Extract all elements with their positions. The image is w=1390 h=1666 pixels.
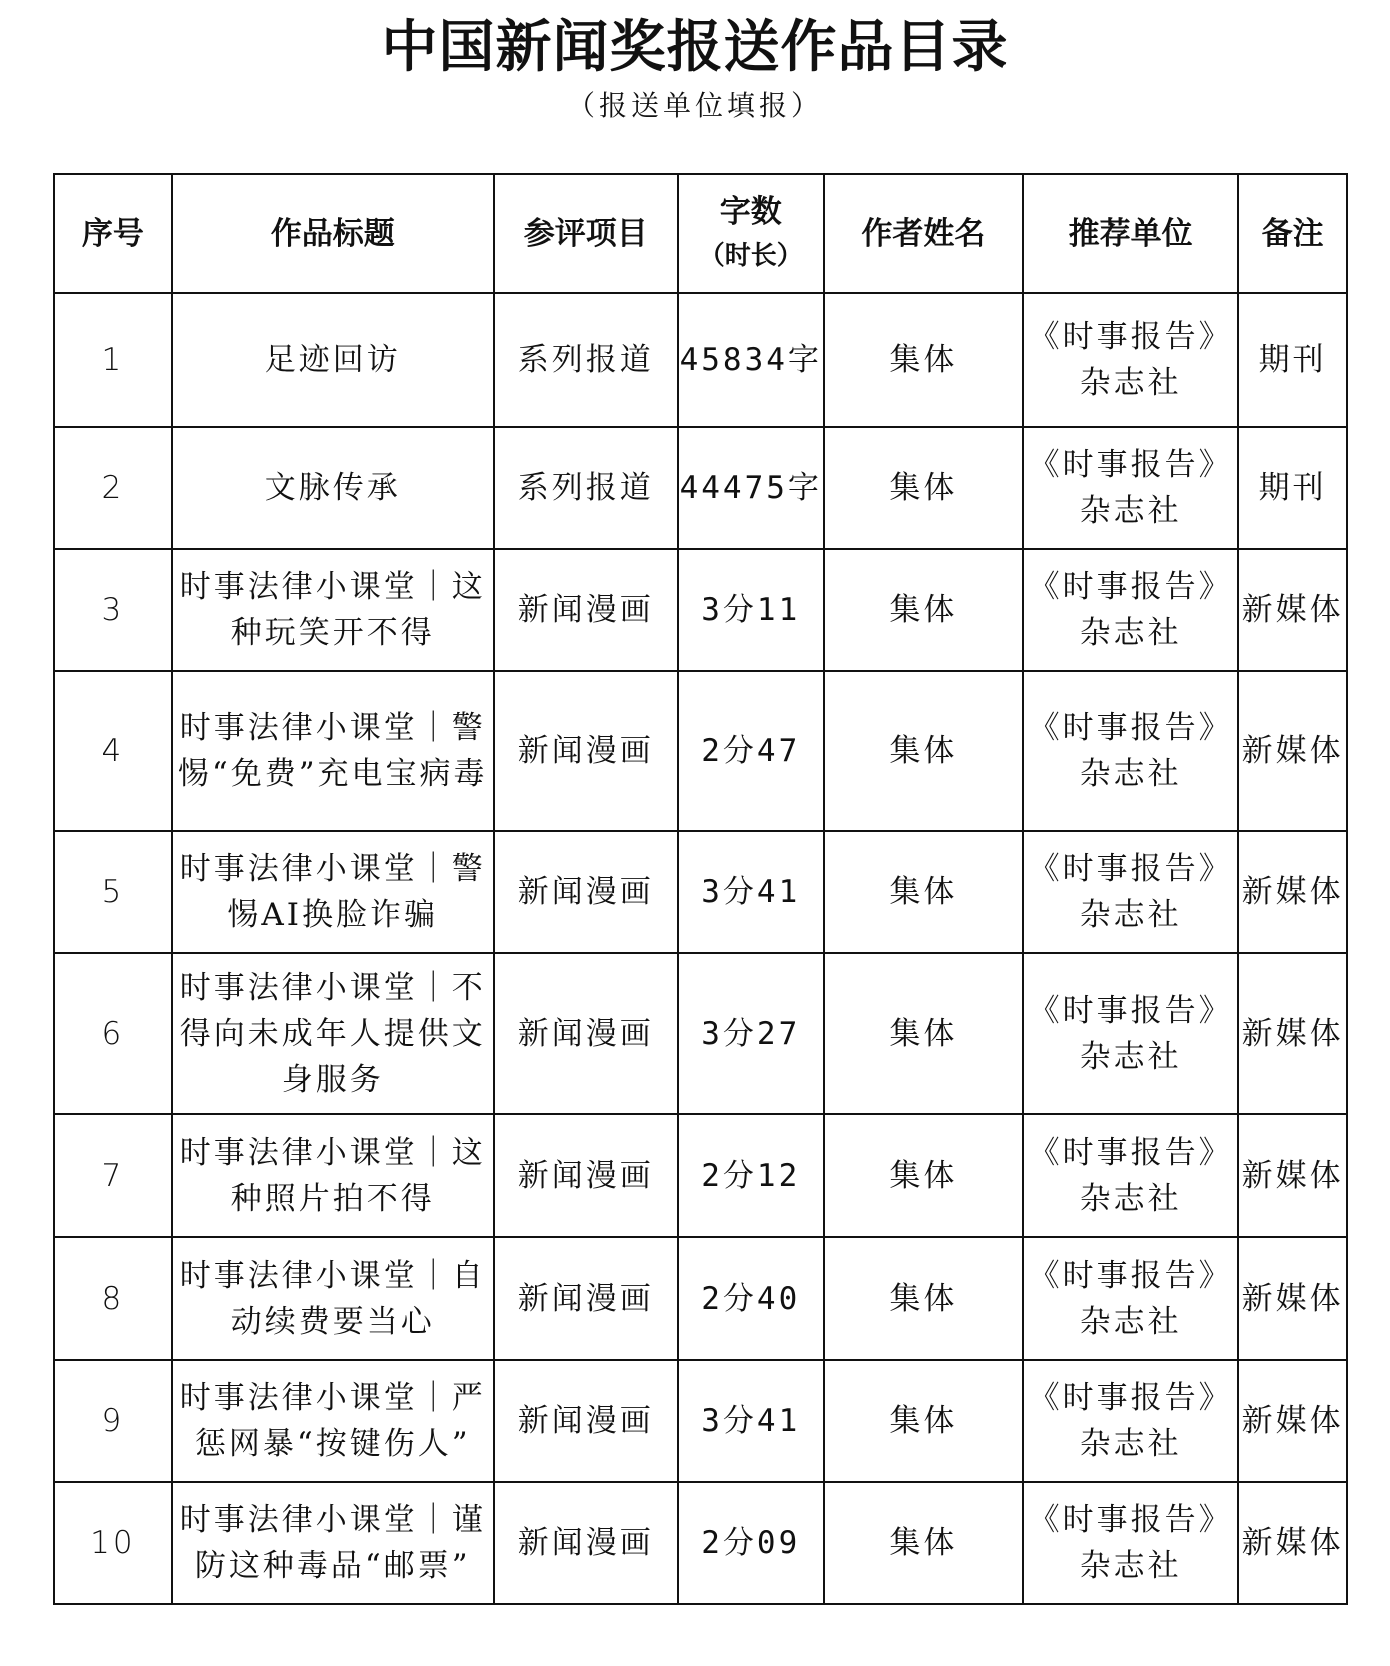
row-author: 集体 xyxy=(824,1237,1023,1360)
row-length: 44475字 xyxy=(678,427,824,549)
row-length: 3分41 xyxy=(678,831,824,953)
row-unit-line2: 杂志社 xyxy=(1079,1038,1182,1075)
row-unit-line1: 《时事报告》 xyxy=(1028,992,1233,1029)
row-author: 集体 xyxy=(824,427,1023,549)
row-title: 文脉传承 xyxy=(172,427,494,549)
table-body xyxy=(54,293,1347,1604)
row-unit-line1: 《时事报告》 xyxy=(1028,569,1233,605)
table-row xyxy=(54,1237,1347,1360)
row-unit-line2: 杂志社 xyxy=(1079,365,1182,401)
row-index: 10 xyxy=(54,1482,172,1604)
row-unit-line1: 《时事报告》 xyxy=(1028,1380,1233,1416)
row-unit-line1: 《时事报告》 xyxy=(1028,319,1233,355)
table-header-row xyxy=(54,174,1347,293)
row-title: 时事法律小课堂｜自动续费要当心 xyxy=(172,1237,494,1360)
row-note: 期刊 xyxy=(1238,427,1347,549)
row-title: 时事法律小课堂｜严惩网暴“按键伤人” xyxy=(172,1360,494,1482)
row-note: 期刊 xyxy=(1238,293,1347,427)
table-row xyxy=(54,1114,1347,1237)
table-row xyxy=(54,1360,1347,1482)
row-unit-line2: 杂志社 xyxy=(1079,1548,1182,1584)
row-index: 8 xyxy=(54,1237,172,1360)
table-row xyxy=(54,831,1347,953)
row-category: 新闻漫画 xyxy=(494,1482,678,1604)
row-title: 时事法律小课堂｜这种玩笑开不得 xyxy=(172,549,494,671)
row-note: 新媒体 xyxy=(1238,953,1347,1114)
row-note: 新媒体 xyxy=(1238,1237,1347,1360)
row-unit-line2: 杂志社 xyxy=(1079,1180,1182,1217)
row-unit xyxy=(1023,671,1238,831)
document-subtitle: （报送单位填报） xyxy=(566,89,823,122)
row-title: 足迹回访 xyxy=(172,293,494,427)
header-category: 参评项目 xyxy=(494,174,678,293)
row-length: 2分12 xyxy=(678,1114,824,1237)
row-note: 新媒体 xyxy=(1238,1360,1347,1482)
row-title: 时事法律小课堂｜警惕AI换脸诈骗 xyxy=(172,831,494,953)
submission-table xyxy=(53,173,1348,1605)
row-category: 新闻漫画 xyxy=(494,1360,678,1482)
table-row xyxy=(54,549,1347,671)
row-index: 6 xyxy=(54,953,172,1114)
header-author: 作者姓名 xyxy=(824,174,1023,293)
row-author: 集体 xyxy=(824,953,1023,1114)
row-author: 集体 xyxy=(824,1360,1023,1482)
row-category: 新闻漫画 xyxy=(494,1114,678,1237)
row-note: 新媒体 xyxy=(1238,671,1347,831)
row-unit-line1: 《时事报告》 xyxy=(1028,1134,1233,1171)
row-index: 7 xyxy=(54,1114,172,1237)
header-unit: 推荐单位 xyxy=(1023,174,1238,293)
row-title: 时事法律小课堂｜谨防这种毒品“邮票” xyxy=(172,1482,494,1604)
row-unit xyxy=(1023,549,1238,671)
row-unit xyxy=(1023,427,1238,549)
row-unit-line2: 杂志社 xyxy=(1079,756,1182,792)
row-category: 新闻漫画 xyxy=(494,953,678,1114)
row-author: 集体 xyxy=(824,1114,1023,1237)
row-length: 2分09 xyxy=(678,1482,824,1604)
row-index: 2 xyxy=(54,427,172,549)
table-row xyxy=(54,293,1347,427)
row-category: 系列报道 xyxy=(494,293,678,427)
row-unit xyxy=(1023,1360,1238,1482)
row-unit xyxy=(1023,1114,1238,1237)
table-row xyxy=(54,427,1347,549)
row-index: 1 xyxy=(54,293,172,427)
row-title: 时事法律小课堂｜警惕“免费”充电宝病毒 xyxy=(172,671,494,831)
row-category: 新闻漫画 xyxy=(494,1237,678,1360)
table-row xyxy=(54,953,1347,1114)
header-length xyxy=(678,174,824,293)
row-length: 2分47 xyxy=(678,671,824,831)
row-unit xyxy=(1023,1237,1238,1360)
row-unit xyxy=(1023,1482,1238,1604)
row-unit-line2: 杂志社 xyxy=(1079,897,1182,933)
header-length-sub: （时长） xyxy=(698,240,803,271)
row-unit-line2: 杂志社 xyxy=(1079,615,1182,651)
row-unit-line2: 杂志社 xyxy=(1079,1303,1182,1340)
row-length: 3分27 xyxy=(678,953,824,1114)
row-title: 时事法律小课堂｜这种照片拍不得 xyxy=(172,1114,494,1237)
row-note: 新媒体 xyxy=(1238,1114,1347,1237)
row-length: 3分11 xyxy=(678,549,824,671)
row-unit xyxy=(1023,293,1238,427)
row-length: 3分41 xyxy=(678,1360,824,1482)
row-length: 2分40 xyxy=(678,1237,824,1360)
row-index: 3 xyxy=(54,549,172,671)
row-author: 集体 xyxy=(824,549,1023,671)
row-category: 系列报道 xyxy=(494,427,678,549)
row-category: 新闻漫画 xyxy=(494,671,678,831)
row-unit xyxy=(1023,831,1238,953)
row-unit-line1: 《时事报告》 xyxy=(1028,1502,1233,1538)
row-unit-line1: 《时事报告》 xyxy=(1028,710,1233,746)
row-unit-line2: 杂志社 xyxy=(1079,1426,1182,1462)
table-row xyxy=(54,671,1347,831)
row-unit-line2: 杂志社 xyxy=(1079,493,1182,529)
row-author: 集体 xyxy=(824,1482,1023,1604)
header-title: 作品标题 xyxy=(172,174,494,293)
header-length-label: 字数 xyxy=(719,193,782,230)
row-category: 新闻漫画 xyxy=(494,549,678,671)
row-note: 新媒体 xyxy=(1238,1482,1347,1604)
row-length: 45834字 xyxy=(678,293,824,427)
row-author: 集体 xyxy=(824,831,1023,953)
row-index: 9 xyxy=(54,1360,172,1482)
row-index: 5 xyxy=(54,831,172,953)
row-title: 时事法律小课堂｜不得向未成年人提供文身服务 xyxy=(172,953,494,1114)
row-author: 集体 xyxy=(824,671,1023,831)
document-title: 中国新闻奖报送作品目录 xyxy=(381,15,1009,80)
row-unit-line1: 《时事报告》 xyxy=(1028,851,1233,887)
row-author: 集体 xyxy=(824,293,1023,427)
row-note: 新媒体 xyxy=(1238,549,1347,671)
header-index: 序号 xyxy=(54,174,172,293)
row-unit-line1: 《时事报告》 xyxy=(1028,447,1233,483)
table-row xyxy=(54,1482,1347,1604)
row-unit-line1: 《时事报告》 xyxy=(1028,1257,1233,1294)
header-note: 备注 xyxy=(1238,174,1347,293)
row-unit xyxy=(1023,953,1238,1114)
row-index: 4 xyxy=(54,671,172,831)
row-category: 新闻漫画 xyxy=(494,831,678,953)
row-note: 新媒体 xyxy=(1238,831,1347,953)
